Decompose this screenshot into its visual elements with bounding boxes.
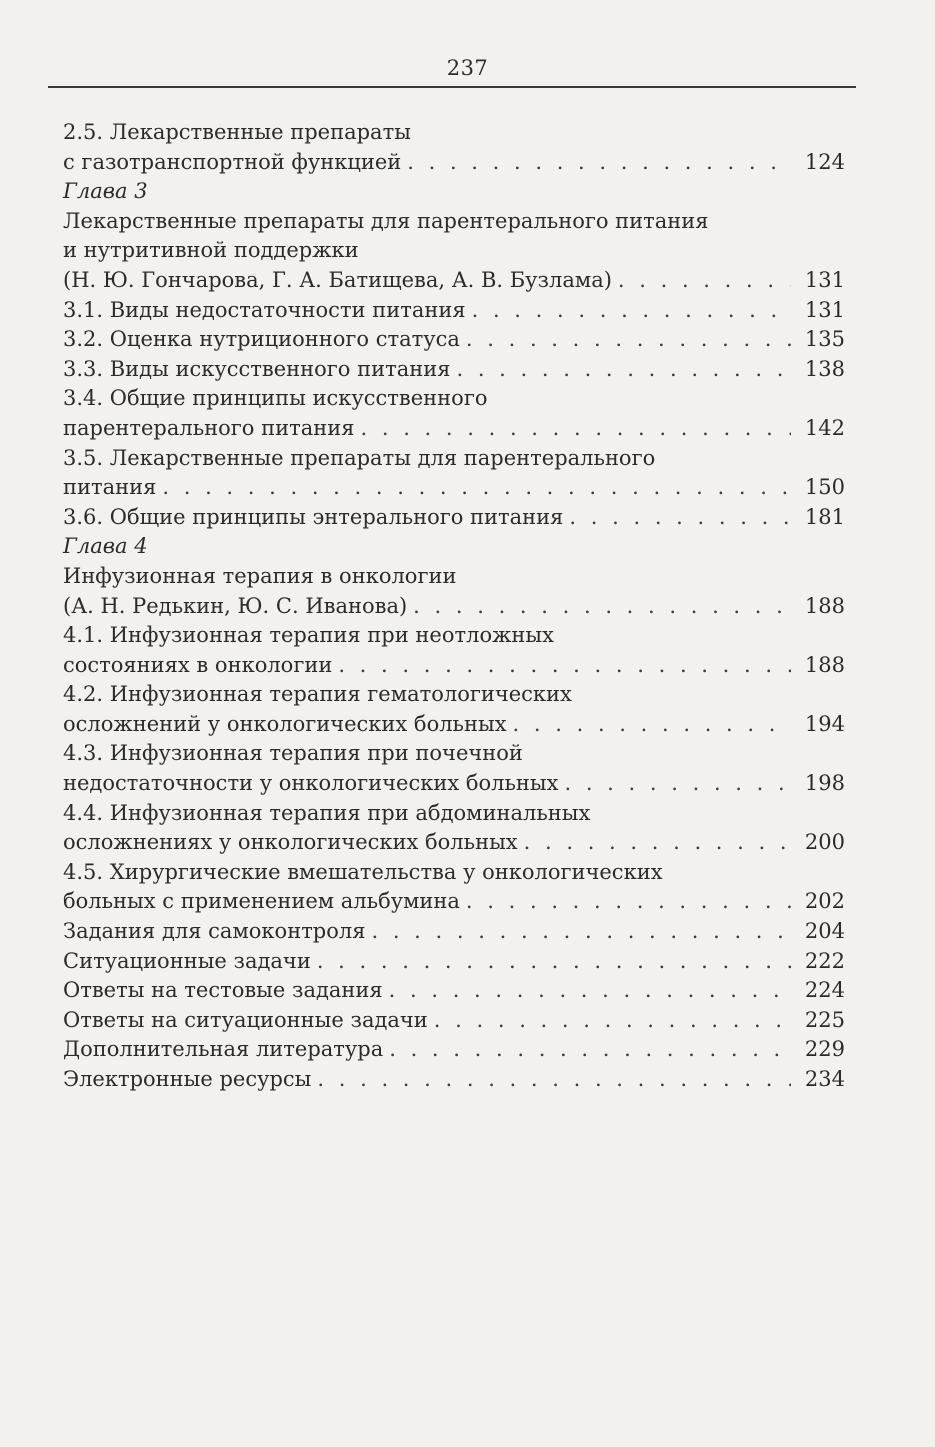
toc-entry-text: парентерального питания: [63, 415, 355, 440]
toc-entry-line: [63, 207, 845, 237]
toc-entry-line: [63, 118, 845, 148]
toc-entry-last-line: [63, 828, 845, 858]
toc-entry-last-line: [63, 414, 845, 444]
toc-entry-line: [63, 562, 845, 592]
toc-entry-text: питания: [63, 475, 157, 500]
toc-page-number: 224: [804, 978, 845, 1003]
toc-page-number: 200: [804, 830, 845, 855]
toc-entry-last-line: [63, 473, 845, 503]
toc-entry-last-line: [63, 1065, 845, 1095]
toc-page-number: 202: [804, 889, 845, 914]
toc-entry-text: Ответы на ситуационные задачи: [63, 1007, 428, 1032]
toc-entry-text: 3.4. Общие принципы искусственного: [63, 386, 488, 411]
toc-entry-last-line: [63, 769, 845, 799]
dot-leader: [466, 325, 791, 355]
dot-leader: [618, 266, 791, 296]
toc-entry: [63, 621, 845, 680]
toc-entry-text: больных с применением альбумина: [63, 889, 460, 914]
toc-entry-text: Задания для самоконтроля: [63, 919, 366, 944]
dot-leader: [564, 769, 791, 799]
toc-page-number: 150: [804, 475, 845, 500]
toc-entry: [63, 917, 845, 947]
toc-entry-line: [63, 680, 845, 710]
toc-entry-line: [63, 858, 845, 888]
toc-entry-text: 3.3. Виды искусственного питания: [63, 356, 451, 381]
toc-page-number: 142: [804, 415, 845, 440]
dot-leader: [456, 355, 791, 385]
toc-entry: [63, 739, 845, 798]
toc-entry-last-line: [63, 266, 845, 296]
toc-page-number: 188: [804, 652, 845, 677]
toc-entry: [63, 1006, 845, 1036]
toc-entry-line: [63, 236, 845, 266]
toc-entry-text: 4.5. Хирургические вмешательства у онкологических: [63, 859, 663, 884]
toc-page-number: 131: [804, 267, 845, 292]
dot-leader: [371, 917, 791, 947]
toc-entry-last-line: [63, 947, 845, 977]
toc-page-number: 135: [804, 327, 845, 352]
toc-entry-last-line: [63, 651, 845, 681]
toc-entry: [63, 858, 845, 917]
toc-entry: [63, 976, 845, 1006]
toc-entry: [63, 384, 845, 443]
dot-leader: [389, 1035, 791, 1065]
toc-entry-text: 3.1. Виды недостаточности питания: [63, 297, 466, 322]
dot-leader: [317, 947, 791, 977]
dot-leader: [317, 1065, 791, 1095]
dot-leader: [407, 148, 791, 178]
toc-page-number: 188: [804, 593, 845, 618]
header-rule: [48, 86, 856, 88]
toc-page-number: 194: [804, 711, 845, 736]
toc-entry: [63, 355, 845, 385]
toc-page-number: 225: [804, 1007, 845, 1032]
toc-entry: [63, 799, 845, 858]
toc-page-number: 234: [804, 1067, 845, 1091]
toc-entry-text: 4.1. Инфузионная терапия при неотложных: [63, 623, 554, 648]
toc-entry-last-line: [63, 1035, 845, 1065]
toc-entry-last-line: [63, 296, 845, 326]
toc-entry-text: (Н. Ю. Гончарова, Г. А. Батищева, А. В. Бузлама): [63, 267, 612, 292]
toc-entry-text: 4.4. Инфузионная терапия при абдоминальных: [63, 800, 591, 825]
toc-entry-line: [63, 739, 845, 769]
toc-entry-text: 4.2. Инфузионная терапия гематологических: [63, 682, 572, 707]
chapter-heading-text: Глава 3: [63, 179, 148, 204]
toc-entry-text: недостаточности у онкологических больных: [63, 771, 559, 796]
dot-leader: [361, 414, 792, 444]
toc-entry-text: Ситуационные задачи: [63, 948, 311, 973]
toc-entry-line: [63, 444, 845, 474]
toc-entry: [63, 680, 845, 739]
toc-entry-text: 3.2. Оценка нутриционного статуса: [63, 327, 460, 352]
toc-entry-text: Дополнительная литература: [63, 1037, 384, 1062]
toc-entry-text: (А. Н. Редькин, Ю. С. Иванова): [63, 593, 408, 618]
toc-entry: [63, 207, 845, 296]
toc-entry-text: состояниях в онкологии: [63, 652, 333, 677]
dot-leader: [569, 503, 791, 533]
toc-entry-text: Электронные ресурсы: [63, 1067, 312, 1091]
page-number: 237: [446, 56, 489, 80]
toc-page-number: 138: [804, 356, 845, 381]
dot-leader: [513, 710, 791, 740]
chapter-heading: [63, 532, 845, 562]
toc-entry-text: 3.5. Лекарственные препараты для парентерального: [63, 445, 656, 470]
dot-leader: [466, 887, 791, 917]
dot-leader: [472, 296, 791, 326]
toc-entry-line: [63, 621, 845, 651]
toc-entry-text: Лекарственные препараты для парентерального питания: [63, 208, 709, 233]
dot-leader: [413, 592, 791, 622]
toc-entry-last-line: [63, 355, 845, 385]
toc-page-number: 198: [804, 771, 845, 796]
table-of-contents: [63, 118, 845, 1095]
toc-entry-last-line: [63, 710, 845, 740]
toc-page-number: 131: [804, 297, 845, 322]
toc-entry-text: и нутритивной поддержки: [63, 238, 359, 263]
toc-page-number: 204: [804, 919, 845, 944]
toc-entry-text: с газотранспортной функцией: [63, 149, 402, 174]
toc-entry: [63, 296, 845, 326]
toc-entry-text: 2.5. Лекарственные препараты: [63, 120, 411, 144]
toc-entry-text: Ответы на тестовые задания: [63, 978, 383, 1003]
toc-entry-last-line: [63, 976, 845, 1006]
toc-entry: [63, 325, 845, 355]
chapter-heading: [63, 177, 845, 207]
chapter-heading-text: Глава 4: [63, 534, 148, 559]
toc-entry: [63, 503, 845, 533]
toc-page-number: 229: [804, 1037, 845, 1062]
toc-entry-last-line: [63, 325, 845, 355]
toc-page-number: 181: [804, 504, 845, 529]
dot-leader: [524, 828, 791, 858]
toc-entry: [63, 947, 845, 977]
toc-entry-line: [63, 799, 845, 829]
toc-entry: [63, 1035, 845, 1065]
toc-entry-line: [63, 384, 845, 414]
toc-entry: [63, 1065, 845, 1095]
toc-entry-last-line: [63, 148, 845, 178]
toc-page-number: 124: [804, 149, 845, 174]
toc-entry: [63, 444, 845, 503]
toc-entry-last-line: [63, 887, 845, 917]
toc-entry-text: Инфузионная терапия в онкологии: [63, 563, 457, 588]
dot-leader: [162, 473, 791, 503]
toc-entry-text: осложнениях у онкологических больных: [63, 830, 518, 855]
toc-entry-last-line: [63, 1006, 845, 1036]
toc-entry-last-line: [63, 503, 845, 533]
dot-leader: [338, 651, 791, 681]
toc-entry-text: осложнений у онкологических больных: [63, 711, 507, 736]
toc-entry-text: 4.3. Инфузионная терапия при почечной: [63, 741, 523, 766]
toc-entry-last-line: [63, 917, 845, 947]
toc-entry: [63, 118, 845, 177]
dot-leader: [434, 1006, 791, 1036]
toc-entry: [63, 562, 845, 621]
dot-leader: [389, 976, 791, 1006]
toc-page-number: 222: [804, 948, 845, 973]
toc-entry-last-line: [63, 592, 845, 622]
toc-entry-text: 3.6. Общие принципы энтерального питания: [63, 504, 564, 529]
